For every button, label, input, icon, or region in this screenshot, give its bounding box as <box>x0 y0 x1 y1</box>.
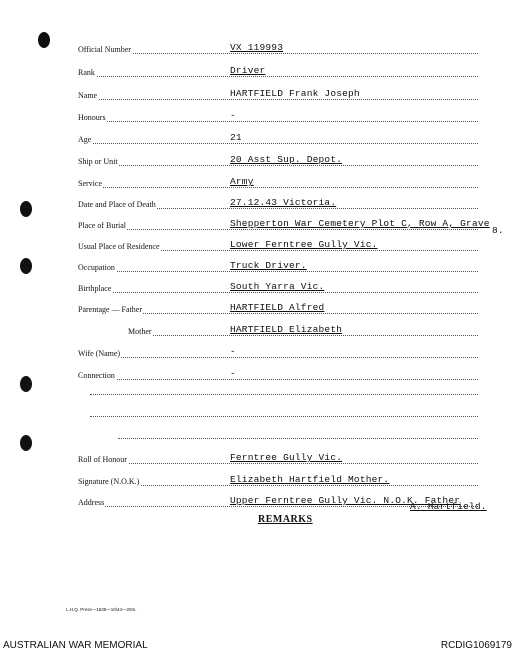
field-label: Usual Place of Residence <box>78 242 160 251</box>
field-value: - <box>230 368 236 379</box>
field-mother <box>78 322 478 338</box>
field-occupation <box>78 258 478 274</box>
punch-hole <box>38 32 50 48</box>
field-father <box>78 300 478 316</box>
field-value: Driver <box>230 65 266 76</box>
field-value: Upper Ferntree Gully Vic. N.O.K. Father <box>230 495 461 506</box>
field-value: HARTFIELD Alfred <box>230 302 325 313</box>
field-label: Roll of Honour <box>78 455 127 464</box>
field-value: Elizabeth Hartfield Mother. <box>230 474 390 485</box>
footer-id: RCDIG1069179 <box>440 640 512 651</box>
footer-credit: AUSTRALIAN WAR MEMORIAL <box>3 640 148 651</box>
field-label: Ship or Unit <box>78 157 118 166</box>
field-label: Service <box>78 179 102 188</box>
field-wife <box>78 344 478 360</box>
field-value: Ferntree Gully Vic. <box>230 452 343 463</box>
blank-line <box>118 437 478 439</box>
field-value: Lower Ferntree Gully Vic. <box>230 239 378 250</box>
field-label: Official Number <box>78 45 131 54</box>
field-age <box>78 130 478 146</box>
field-date-place-death <box>78 195 478 211</box>
field-value-continued: 8. <box>492 225 504 236</box>
field-label: Mother <box>128 327 152 336</box>
field-value: VX 119993 <box>230 42 284 53</box>
field-label: Connection <box>78 371 115 380</box>
field-label: Wife (Name) <box>78 349 121 358</box>
field-value: - <box>230 346 236 357</box>
field-label: Occupation <box>78 263 115 272</box>
field-value: South Yarra Vic. <box>230 281 325 292</box>
field-connection <box>78 366 478 382</box>
press-note: L.H.Q. Press—1635—10/44—20m. <box>66 607 137 612</box>
field-value: 21 <box>230 132 242 143</box>
field-label: Address <box>78 498 105 507</box>
field-label: Name <box>78 91 98 100</box>
field-value: Army <box>230 176 254 187</box>
field-label: Honours <box>78 113 106 122</box>
punch-hole <box>20 376 32 392</box>
remarks-heading: REMARKS <box>258 514 313 525</box>
field-value: - <box>230 110 236 121</box>
field-name <box>78 86 478 102</box>
field-birthplace <box>78 279 478 295</box>
field-rank <box>78 63 478 79</box>
field-value: HARTFIELD Elizabeth <box>230 324 343 335</box>
field-honours <box>78 108 478 124</box>
blank-line <box>90 393 478 395</box>
field-roll-of-honour <box>78 450 478 466</box>
field-signature <box>78 472 478 488</box>
field-place-of-burial <box>78 216 490 232</box>
field-value: Shepperton War Cemetery Plot C, Row A, Grave <box>230 218 490 229</box>
field-ship-or-unit <box>78 152 478 168</box>
field-label: Place of Burial <box>78 221 126 230</box>
field-value: 27.12.43 Victoria. <box>230 197 337 208</box>
field-label: Signature (N.O.K.) <box>78 477 140 486</box>
field-label: Parentage — Father <box>78 305 142 314</box>
field-usual-residence <box>78 237 478 253</box>
blank-line <box>90 415 478 417</box>
field-service <box>78 174 478 190</box>
field-value: 20 Asst Sup. Depot. <box>230 154 343 165</box>
field-label: Date and Place of Death <box>78 200 156 209</box>
field-label: Age <box>78 135 92 144</box>
field-value: Truck Driver. <box>230 260 307 271</box>
field-value: HARTFIELD Frank Joseph <box>230 88 360 99</box>
punch-hole <box>20 201 32 217</box>
punch-hole <box>20 435 32 451</box>
field-label: Rank <box>78 68 95 77</box>
field-official-number <box>78 40 478 56</box>
field-label: Birthplace <box>78 284 112 293</box>
punch-hole <box>20 258 32 274</box>
field-value-continued: A. Hartfield. <box>410 501 487 512</box>
